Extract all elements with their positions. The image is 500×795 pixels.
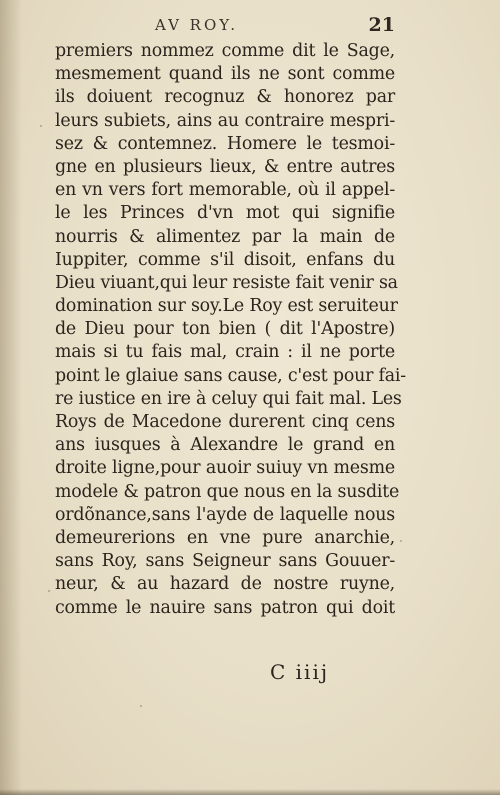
running-head xyxy=(55,14,395,40)
text-line: Roys de Macedone durerent cinq cens xyxy=(55,412,395,432)
text-line: re iustice en ire à celuy qui fait mal. Les xyxy=(55,388,402,409)
text-line: en vn vers fort memorable, où il appel- xyxy=(55,180,395,201)
text-line: nourris & alimentez par la main de xyxy=(55,226,395,247)
text-line: Dieu viuant,qui leur resiste fait venir sa xyxy=(55,272,398,293)
text-line: ordõnance,sans l'ayde de laquelle nous xyxy=(55,504,395,525)
text-line: demeurerions en vne pure anarchie, xyxy=(55,527,395,548)
text-line: mesmement quand ils ne sont comme xyxy=(55,64,395,85)
text-line: le les Princes d'vn mot qui signifie xyxy=(55,203,395,224)
text-line: modele & patron que nous en la susdite xyxy=(55,481,400,502)
text-line: Iuppiter, comme s'il disoit, enfans du xyxy=(55,249,395,270)
text-line: droite ligne,pour auoir suiuy vn mesme xyxy=(55,458,395,479)
text-line: point le glaiue sans cause, c'est pour fai- xyxy=(55,365,406,386)
ink-speck xyxy=(48,590,50,592)
text-line: sez & contemnez. Homere le tesmoi- xyxy=(55,133,395,154)
running-title: AV ROY. xyxy=(155,16,239,34)
text-line: ans iusques à Alexandre le grand en xyxy=(55,435,395,456)
text-line: de Dieu pour ton bien ( dit l'Apostre) xyxy=(55,319,395,340)
gutter-shadow xyxy=(0,0,22,795)
page-number: 21 xyxy=(368,14,395,36)
text-line: comme le nauire sans patron qui doit xyxy=(55,597,395,618)
text-line: domination sur soy.Le Roy est seruiteur xyxy=(55,296,398,317)
text-line: premiers nommez comme dit le Sage, xyxy=(55,41,395,61)
signature-mark: C iiij xyxy=(270,660,330,684)
text-line: neur, & au hazard de nostre ruyne, xyxy=(55,574,395,595)
page-bottom-edge xyxy=(0,789,500,795)
body-text xyxy=(55,40,406,620)
text-line: sans Roy, sans Seigneur sans Gouuer- xyxy=(55,551,395,572)
text-line: mais si tu fais mal, crain : il ne porte xyxy=(55,342,395,363)
text-line: ils doiuent recognuz & honorez par xyxy=(55,87,395,108)
ink-speck xyxy=(400,540,402,542)
ink-speck xyxy=(140,705,142,707)
text-line: leurs subiets, ains au contraire mespri- xyxy=(55,110,395,131)
text-line: gne en plusieurs lieux, & entre autres xyxy=(55,156,395,177)
ink-speck xyxy=(40,125,42,127)
